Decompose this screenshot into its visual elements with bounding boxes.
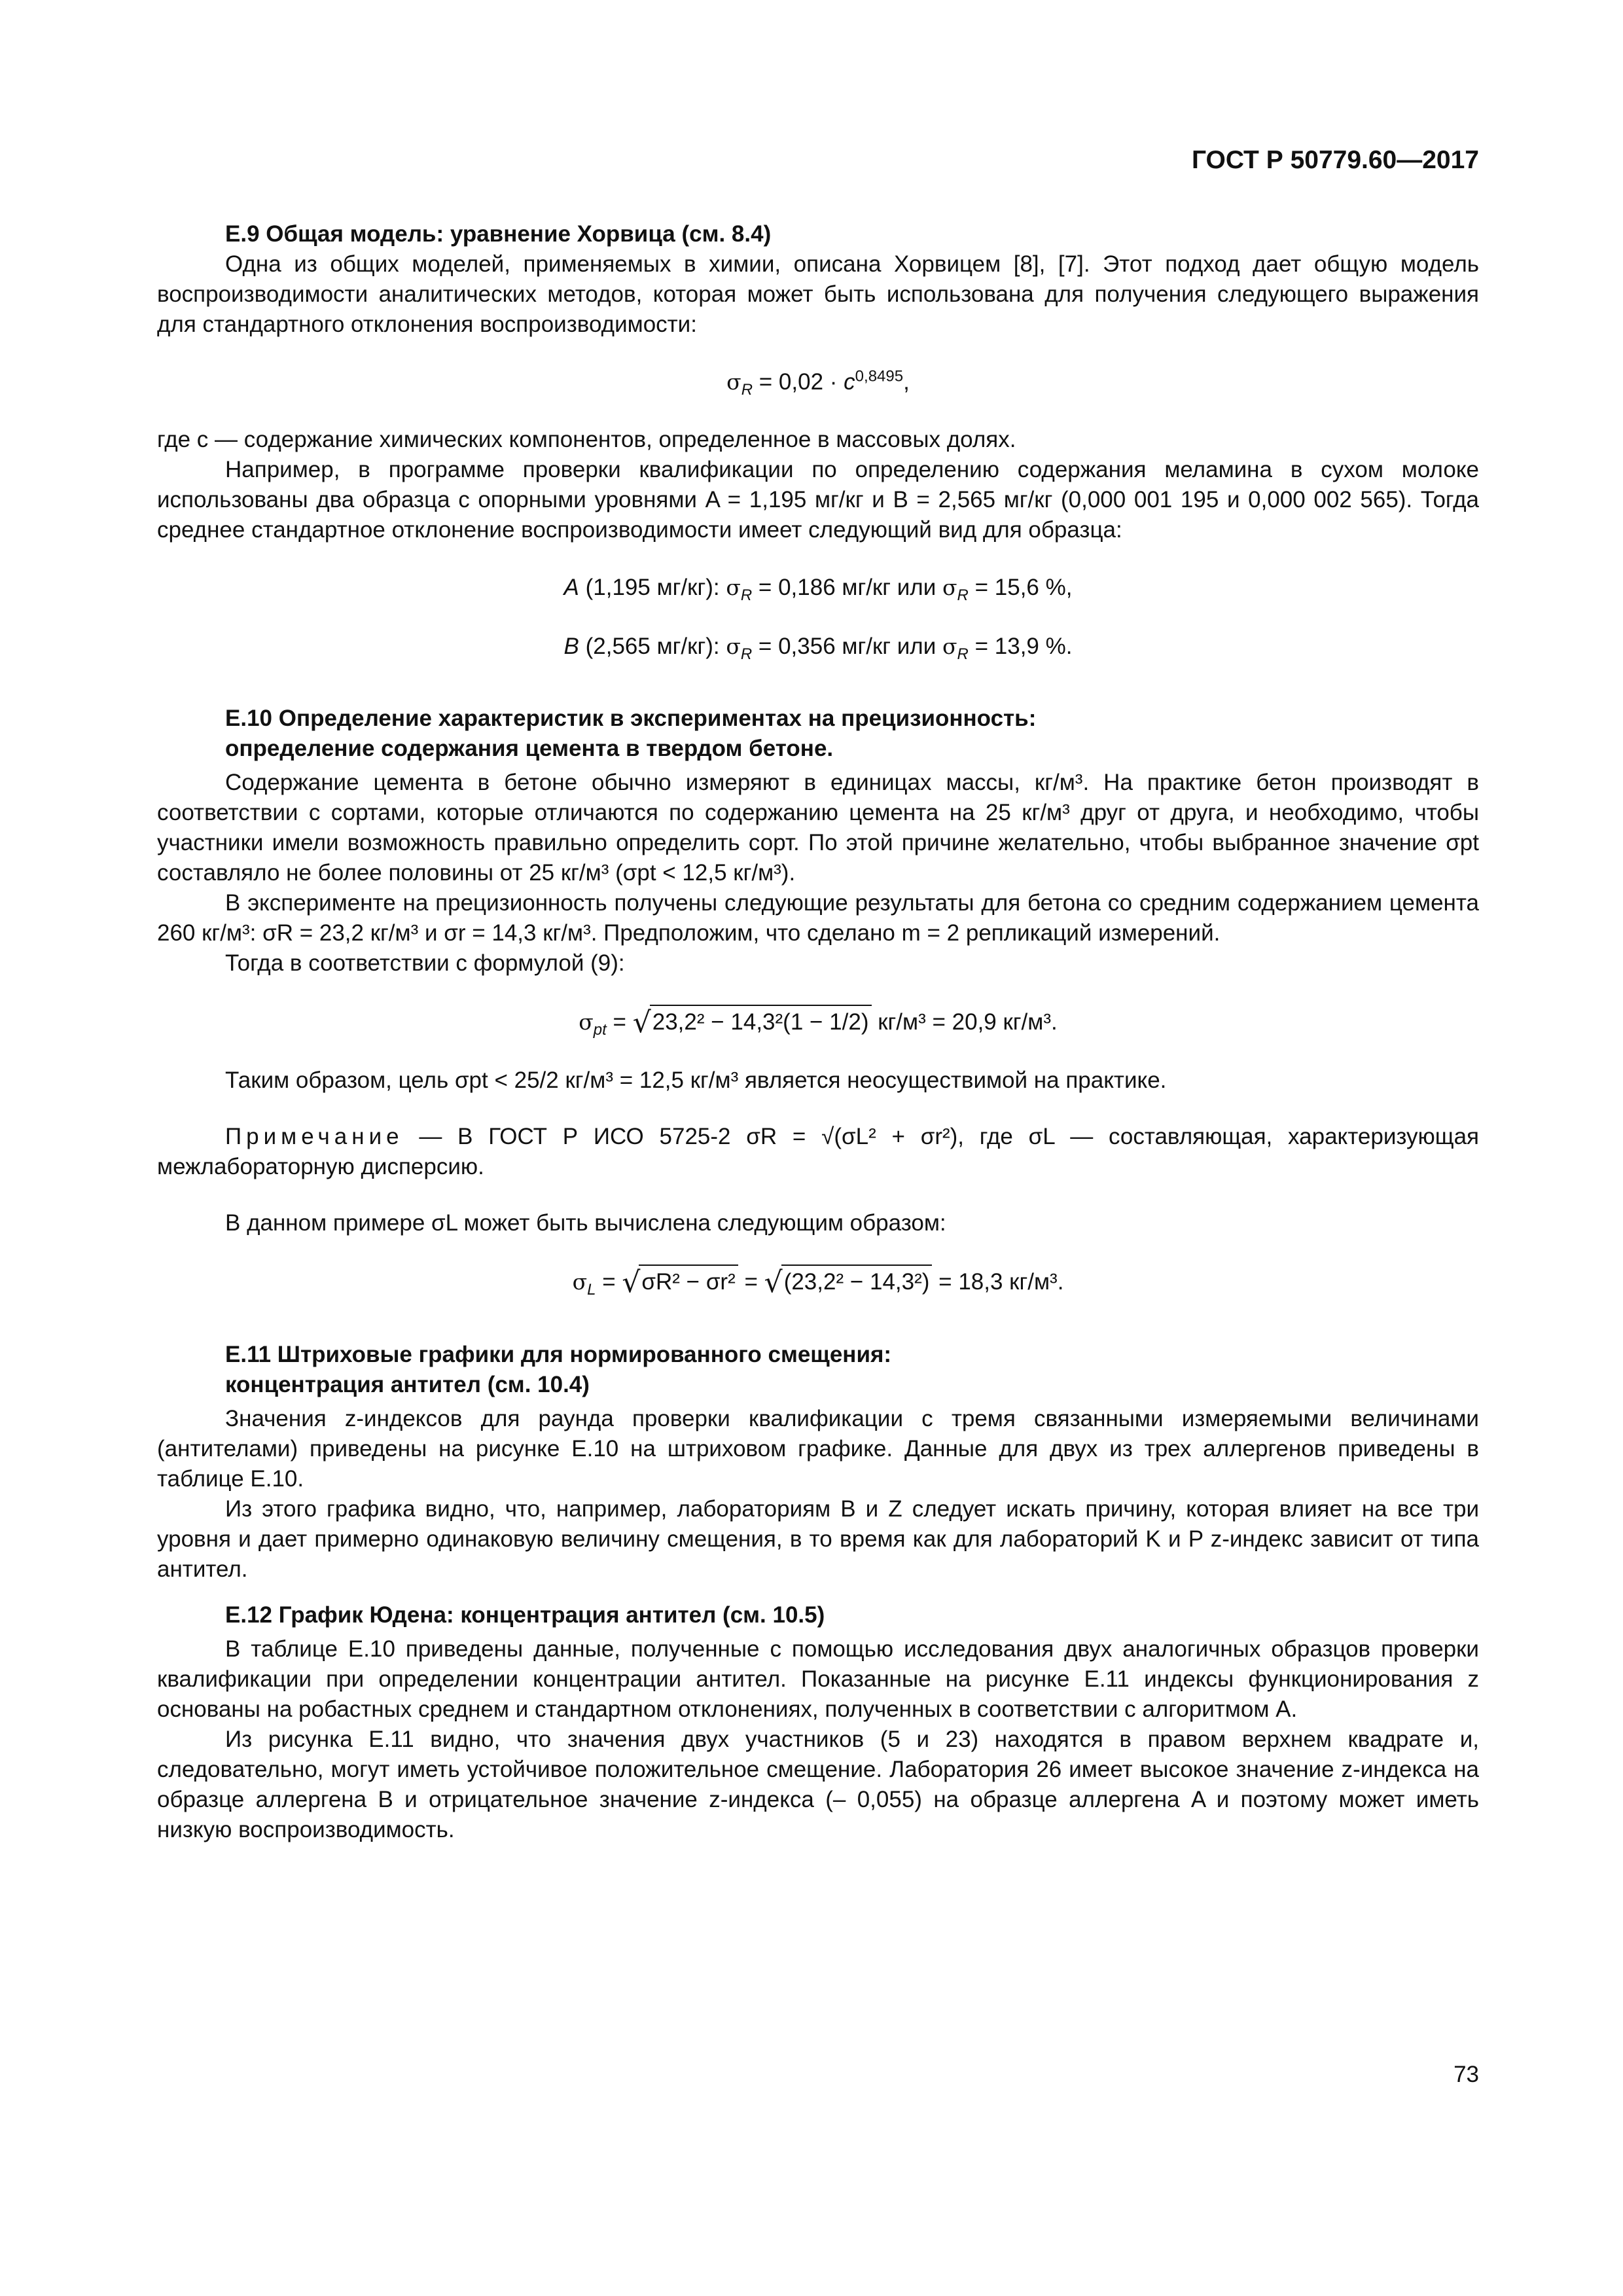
section-e9-paragraph-1: Одна из общих моделей, применяемых в химии, описана Хорвицем [8], [7]. Этот подход дает общую модель воспроизводимости аналитических методов, которая может быть использована для получения следующего выражения для стандартного отклонения воспроизводимости: [157, 251, 1479, 337]
square-root-icon: √ [622, 1266, 641, 1299]
square-root-icon: √ [764, 1266, 783, 1299]
horwitz-formula: $\sigma_R = 0,02 \cdot c^{0,8495}$, [726, 367, 910, 399]
section-e9-paragraph-2: Например, в программе проверки квалификации по определению содержания меламина в сухом молоке использованы два образца с опорными уровнями A = 1,195 мг/кг и B = 2,565 мг/кг (0,000 001 195 и 0,000 002 565). Тогда среднее стандартное отклонение воспроизводимости имеет следующий вид для образца: [157, 457, 1479, 543]
section-e9-title: Е.9 Общая модель: уравнение Хорвица (см. 8.4) [225, 221, 772, 247]
section-e10-title-line-1: Е.10 Определение характеристик в экспериментах на прецизионность: [225, 706, 1037, 731]
section-e11-title-line-2: концентрация антител (см. 10.4) [225, 1372, 590, 1397]
formula-sample-a: A (1,195 мг/кг): $\sigma_R = 0,186$ мг/кг или $\sigma_R = 15,6$ %, [563, 575, 1073, 604]
formula-sigma-pt: $\sigma_{pt} = √23,2^2 - 14,3^2(1 - 1/2) кг/м^3 = 20,9$ кг/м³. [579, 1006, 1058, 1039]
section-e12-paragraph-2: Из рисунка Е.11 видно, что значения двух участников (5 и 23) находятся в правом верхнем квадрате и, следовательно, могут иметь устойчивое положительное смещение. Лаборатория 26 имеет высокое значение z-индекса на образце аллергена B и отрицательное значение z-индекса (– 0,055) на образце аллергена A и поэтому может иметь низкую воспроизводимость. [157, 1727, 1479, 1842]
section-e12-paragraph-1: В таблице Е.10 приведены данные, полученные с помощью исследования двух аналогичных образцов проверки квалификации при определении концентрации антител. Показанные на рисунке Е.11 индексы функционирования z основаны на робастных среднем и стандартном отклонениях, полученных в соответствии с алгоритмом A. [157, 1636, 1479, 1722]
page-number: 73 [1454, 2062, 1479, 2087]
formula-sample-b: B (2,565 мг/кг): $\sigma_R = 0,356$ мг/кг или $\sigma_R = 13,9$ %. [563, 634, 1073, 663]
document-header-id: ГОСТ Р 50779.60—2017 [1191, 146, 1479, 174]
formula-sigma-l: $\sigma_L = √\sigma R^2 - \sigma r^2 = √(23,2^2 - 14,3^2) = 18,3$ кг/м³. [572, 1266, 1064, 1299]
section-e11-paragraph-1: Значения z-индексов для раунда проверки квалификации с тремя связанными измеряемыми величинами (антителами) приведены на рисунке Е.10 на штриховом графике. Данные для двух из трех аллергенов приведены в таблице Е.10. [157, 1406, 1479, 1492]
note-label: Примечание [225, 1124, 404, 1149]
square-root-icon: √ [632, 1006, 651, 1039]
section-e10-paragraph-5: В данном примере σL может быть вычислена следующим образом: [225, 1210, 946, 1236]
section-e9-where: где c — содержание химических компонентов, определенное в массовых долях. [157, 427, 1016, 452]
section-e12-title: Е.12 График Юдена: концентрация антител (см. 10.5) [225, 1602, 825, 1628]
section-e11-paragraph-2: Из этого графика видно, что, например, лабораториям B и Z следует искать причину, которая влияет на все три уровня и дает примерно одинаковую величину смещения, в то время как для лабораторий K и P z-индекс зависит от типа антител. [157, 1496, 1479, 1582]
document-page [157, 0, 1479, 2296]
section-e11-title-line-1: Е.11 Штриховые графики для нормированного смещения: [225, 1342, 892, 1367]
note-text: — В ГОСТ Р ИСО 5725-2 σR = √(σL² + σr²), где σL — составляющая, характеризующая межлабораторную дисперсию. [157, 1124, 1479, 1179]
section-e10-note [157, 1122, 1479, 1182]
section-e10-paragraph-1: Содержание цемента в бетоне обычно измеряют в единицах массы, кг/м³. На практике бетон производят в соответствии с сортами, которые отличаются по содержанию цемента на 25 кг/м³ друг от друга, и необходимо, чтобы участники имели возможность правильно определить сорт. По этой причине желательно, чтобы выбранное значение σpt составляло не более половины от 25 кг/м³ (σpt < 12,5 кг/м³). [157, 770, 1479, 886]
section-e10-paragraph-4: Таким образом, цель σpt < 25/2 кг/м³ = 12,5 кг/м³ является неосуществимой на практике. [225, 1067, 1167, 1093]
page-content [157, 219, 1479, 1845]
section-e10-title-line-2: определение содержания цемента в твердом бетоне. [225, 736, 834, 761]
section-e10-paragraph-3: Тогда в соответствии с формулой (9): [225, 950, 625, 976]
section-e10-paragraph-2: В эксперименте на прецизионность получены следующие результаты для бетона со средним содержанием цемента 260 кг/м³: σR = 23,2 кг/м³ и σr = 14,3 кг/м³. Предположим, что сделано m = 2 репликаций измерений. [157, 890, 1479, 946]
